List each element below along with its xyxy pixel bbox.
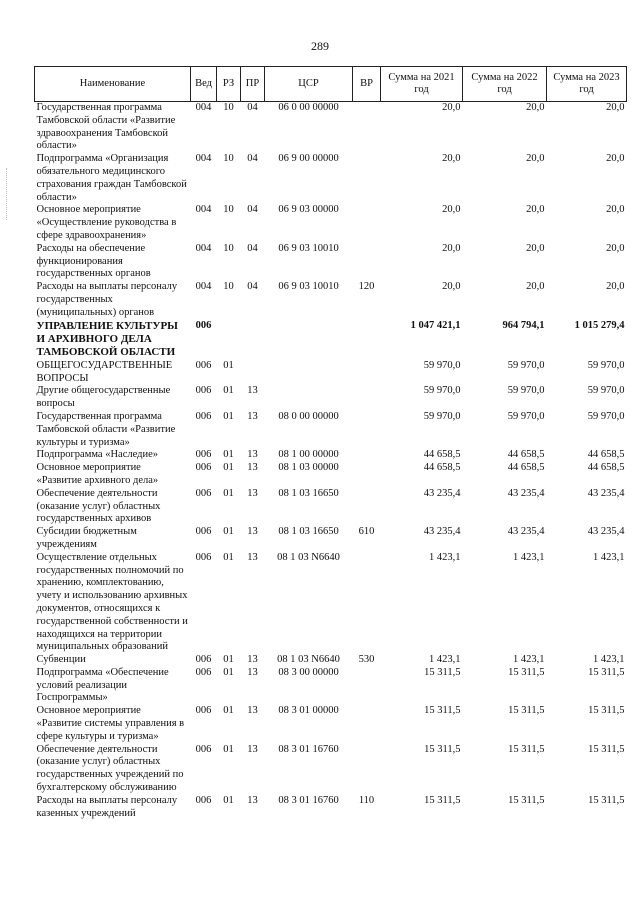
cell-sum-2023: 1 423,1	[593, 654, 625, 666]
header-sum-2022: Сумма на 2022 год	[463, 67, 547, 102]
cell-ved: 006	[195, 319, 212, 331]
cell-pr: 13	[247, 743, 258, 755]
cell-sum-2021: 44 658,5	[423, 462, 461, 474]
cell-sum-2023: 20,0	[606, 281, 625, 293]
cell-rz: 01	[223, 385, 234, 397]
cell-vr	[353, 667, 381, 705]
cell-vr	[353, 204, 381, 242]
table-row	[35, 320, 627, 360]
cell-ved: 006	[195, 385, 212, 397]
cell-sum-2022: 15 311,5	[508, 666, 545, 678]
cell-rz: 10	[223, 281, 234, 293]
header-vr: ВР	[353, 67, 381, 102]
cell-sum-2023: 15 311,5	[588, 743, 625, 755]
cell-rz: 10	[217, 102, 241, 154]
cell-vr	[353, 385, 381, 411]
cell-sum-2023: 59 970,0	[587, 385, 625, 397]
cell-sum-2021: 20,0	[442, 153, 461, 165]
table-row	[35, 153, 627, 204]
cell-pr: 13	[247, 666, 258, 678]
cell-sum-2021: 59 970,0	[423, 359, 461, 371]
cell-sum-2023: 20,0	[606, 153, 625, 165]
header-sum-2021: Сумма на 2021 год	[381, 67, 463, 102]
page-number: 289	[311, 39, 329, 53]
cell-sum-2022: 20,0	[526, 242, 545, 254]
cell-sum-2023: 15 311,5	[588, 794, 625, 806]
cell-ved: 006	[195, 743, 212, 755]
cell-pr: 13	[247, 654, 258, 666]
cell-sum-2023: 1 423,1	[593, 551, 625, 563]
cell-sum-2021: 20,0	[381, 102, 463, 154]
table-row	[35, 102, 627, 154]
cell-ved: 006	[195, 654, 212, 666]
cell-sum-2022: 20,0	[463, 102, 547, 154]
cell-sum-2022: 15 311,5	[508, 705, 545, 717]
cell-sum-2023: 59 970,0	[587, 410, 625, 422]
cell-sum-2023: 20,0	[606, 204, 625, 216]
cell-sum-2022: 20,0	[526, 204, 545, 216]
cell-name: Подпрограмма «Наследие»	[36, 449, 158, 461]
cell-sum-2022: 964 794,1	[502, 319, 545, 331]
cell-pr	[241, 360, 265, 386]
table-row	[35, 385, 627, 411]
cell-ved: 004	[191, 102, 217, 154]
cell-name: Основное мероприятие «Развитие архивного дела»	[36, 462, 159, 486]
cell-rz: 01	[223, 654, 234, 666]
cell-pr	[241, 320, 265, 360]
table-row	[35, 281, 627, 319]
cell-rz: 10	[223, 204, 234, 216]
cell-pr: 04	[247, 153, 258, 165]
cell-vr: 120	[358, 281, 375, 293]
cell-sum-2021: 20,0	[442, 242, 461, 254]
cell-pr: 13	[247, 462, 258, 474]
cell-rz: 01	[223, 487, 234, 499]
cell-vr: 610	[358, 526, 375, 538]
cell-sum-2022: 59 970,0	[507, 410, 545, 422]
cell-rz: 10	[223, 153, 234, 165]
cell-ved: 006	[195, 666, 212, 678]
cell-sum-2021: 1 423,1	[429, 654, 461, 666]
cell-csr: 06 0 00 00000	[265, 102, 353, 154]
cell-vr	[353, 360, 381, 386]
header-csr: ЦСР	[265, 67, 353, 102]
cell-pr: 13	[247, 705, 258, 717]
cell-csr: 08 3 00 00000	[278, 666, 339, 678]
table-body	[35, 102, 627, 821]
table-row	[35, 243, 627, 281]
cell-pr: 13	[247, 794, 258, 806]
cell-vr	[353, 243, 381, 281]
cell-rz: 01	[223, 462, 234, 474]
cell-sum-2021: 59 970,0	[423, 410, 461, 422]
cell-vr: 530	[358, 654, 375, 666]
cell-csr	[265, 385, 353, 411]
cell-rz	[217, 320, 241, 360]
cell-pr: 04	[241, 102, 265, 154]
cell-sum-2021: 1 423,1	[429, 551, 461, 563]
header-name: Наименование	[35, 67, 191, 102]
table-row	[35, 462, 627, 488]
cell-rz: 01	[223, 551, 234, 563]
cell-sum-2023: 43 235,4	[587, 487, 625, 499]
cell-pr: 13	[247, 385, 258, 397]
table-row	[35, 705, 627, 743]
cell-name: Государственная программа Тамбовской области «Развитие здравоохранения Тамбовской области»	[35, 102, 191, 154]
cell-sum-2022: 44 658,5	[507, 449, 545, 461]
cell-sum-2021: 15 311,5	[424, 705, 461, 717]
cell-sum-2023: 20,0	[606, 242, 625, 254]
cell-rz: 01	[223, 359, 234, 371]
header-pr: ПР	[241, 67, 265, 102]
cell-vr	[353, 744, 381, 795]
table-row	[35, 449, 627, 462]
cell-csr	[265, 360, 353, 386]
cell-sum-2021: 44 658,5	[423, 449, 461, 461]
margin-mark	[6, 168, 8, 220]
cell-pr: 13	[247, 551, 258, 563]
cell-vr	[353, 102, 381, 154]
cell-vr	[353, 462, 381, 488]
cell-name: Подпрограмма «Организация обязательного медицинского страхования граждан Тамбовской области»	[36, 153, 187, 203]
cell-sum-2021: 43 235,4	[423, 526, 461, 538]
table-row	[35, 552, 627, 654]
cell-name: Расходы на обеспечение функционирования государственных органов	[36, 242, 151, 280]
cell-sum-2021: 15 311,5	[424, 666, 461, 678]
cell-sum-2023: 44 658,5	[587, 449, 625, 461]
cell-name: УПРАВЛЕНИЕ КУЛЬТУРЫ И АРХИВНОГО ДЕЛА ТАМБОВСКОЙ ОБЛАСТИ	[36, 319, 178, 359]
cell-vr: 110	[358, 794, 375, 806]
cell-sum-2021: 15 311,5	[424, 794, 461, 806]
cell-ved: 006	[195, 410, 212, 422]
header-sum-2023: Сумма на 2023 год	[547, 67, 627, 102]
cell-name: Расходы на выплаты персоналу государственных (муниципальных) органов	[36, 281, 178, 318]
table-row	[35, 488, 627, 526]
cell-csr: 08 1 03 N6640	[277, 551, 340, 563]
cell-vr	[353, 449, 381, 462]
cell-vr	[353, 320, 381, 360]
cell-sum-2022: 20,0	[526, 281, 545, 293]
cell-ved: 006	[195, 705, 212, 717]
header-rz: РЗ	[217, 67, 241, 102]
table-row	[35, 526, 627, 552]
cell-pr: 13	[247, 526, 258, 538]
table-row	[35, 654, 627, 667]
cell-rz: 01	[223, 449, 234, 461]
cell-sum-2022: 15 311,5	[508, 794, 545, 806]
cell-ved: 006	[195, 526, 212, 538]
cell-ved: 006	[195, 462, 212, 474]
cell-rz: 01	[223, 666, 234, 678]
cell-ved: 004	[195, 242, 212, 254]
budget-table	[34, 66, 627, 820]
cell-name: Осуществление отдельных государственных полномочий по хранению, комплектованию, учету и использованию архивных документов, относящихся к государственной собственности и находящихся на территории муниципальных образований	[36, 551, 188, 653]
table-row	[35, 411, 627, 449]
cell-sum-2023: 15 311,5	[588, 705, 625, 717]
cell-csr: 06 9 00 00000	[278, 153, 339, 165]
cell-sum-2022: 1 423,1	[513, 551, 545, 563]
cell-pr: 04	[247, 281, 258, 293]
header-ved: Вед	[191, 67, 217, 102]
cell-csr: 08 1 00 00000	[278, 449, 339, 461]
cell-csr: 08 1 03 16650	[278, 526, 339, 538]
cell-name: Основное мероприятие «Осуществление руководства в сфере здравоохранения»	[36, 204, 177, 241]
cell-vr	[353, 705, 381, 743]
cell-rz: 10	[223, 242, 234, 254]
cell-rz: 01	[223, 743, 234, 755]
cell-ved: 004	[195, 153, 212, 165]
cell-sum-2023: 43 235,4	[587, 526, 625, 538]
cell-ved: 004	[195, 204, 212, 216]
cell-ved: 006	[195, 551, 212, 563]
table-row	[35, 667, 627, 705]
cell-sum-2023: 15 311,5	[588, 666, 625, 678]
cell-ved: 006	[195, 487, 212, 499]
cell-rz: 01	[223, 526, 234, 538]
cell-sum-2022: 44 658,5	[507, 462, 545, 474]
cell-name: Государственная программа Тамбовской области «Развитие культуры и туризма»	[36, 410, 176, 448]
table-row	[35, 744, 627, 795]
cell-name: Обеспечение деятельности (оказание услуг) областных государственных учреждений по бухгалтерскому обслуживанию	[36, 743, 184, 794]
cell-csr: 08 1 03 16650	[278, 487, 339, 499]
cell-ved: 006	[195, 794, 212, 806]
cell-ved: 004	[195, 281, 212, 293]
cell-sum-2021: 43 235,4	[423, 487, 461, 499]
cell-ved: 006	[195, 449, 212, 461]
cell-vr	[353, 488, 381, 526]
cell-sum-2021: 1 047 421,1	[410, 319, 461, 331]
cell-name: Субвенции	[36, 654, 86, 666]
cell-sum-2021: 59 970,0	[423, 385, 461, 397]
cell-vr	[353, 411, 381, 449]
table-row	[35, 204, 627, 242]
cell-rz: 01	[223, 705, 234, 717]
cell-csr: 08 3 01 00000	[278, 705, 339, 717]
cell-rz: 01	[223, 794, 234, 806]
cell-name: Расходы на выплаты персоналу казенных учреждений	[36, 794, 178, 819]
cell-sum-2022: 43 235,4	[507, 487, 545, 499]
cell-sum-2022: 1 423,1	[513, 654, 545, 666]
cell-pr: 04	[247, 242, 258, 254]
cell-pr: 04	[247, 204, 258, 216]
cell-pr: 13	[247, 410, 258, 422]
cell-name: Подпрограмма «Обеспечение условий реализации Госпрограммы»	[36, 666, 169, 704]
cell-name: Субсидии бюджетным учреждениям	[36, 526, 137, 550]
cell-csr: 08 1 03 00000	[278, 462, 339, 474]
cell-csr	[265, 320, 353, 360]
cell-csr: 06 9 03 10010	[278, 242, 339, 254]
cell-sum-2021: 15 311,5	[424, 743, 461, 755]
cell-sum-2022: 59 970,0	[507, 359, 545, 371]
cell-sum-2023: 44 658,5	[587, 462, 625, 474]
cell-sum-2022: 43 235,4	[507, 526, 545, 538]
cell-pr: 13	[247, 449, 258, 461]
cell-csr: 08 0 00 00000	[278, 410, 339, 422]
cell-rz: 01	[223, 410, 234, 422]
cell-sum-2023: 1 015 279,4	[574, 319, 625, 331]
cell-name: Основное мероприятие «Развитие системы управления в сфере культуры и туризма»	[36, 705, 185, 742]
cell-sum-2021: 20,0	[442, 281, 461, 293]
cell-ved: 006	[195, 359, 212, 371]
table-row	[35, 795, 627, 821]
cell-sum-2023: 59 970,0	[587, 359, 625, 371]
cell-csr: 08 3 01 16760	[278, 743, 339, 755]
cell-sum-2022: 15 311,5	[508, 743, 545, 755]
cell-pr: 13	[247, 487, 258, 499]
cell-csr: 06 9 03 10010	[278, 281, 339, 293]
table-header	[35, 67, 627, 102]
cell-name: Другие общегосударственные вопросы	[36, 385, 171, 410]
cell-vr	[353, 552, 381, 654]
cell-sum-2022: 20,0	[526, 153, 545, 165]
cell-sum-2022: 59 970,0	[507, 385, 545, 397]
cell-sum-2023: 20,0	[547, 102, 627, 154]
cell-csr: 08 3 01 16760	[278, 794, 339, 806]
cell-name: ОБЩЕГОСУДАРСТВЕННЫЕ ВОПРОСЫ	[36, 359, 173, 384]
cell-sum-2021: 20,0	[442, 204, 461, 216]
cell-csr: 06 9 03 00000	[278, 204, 339, 216]
cell-csr: 08 1 03 N6640	[277, 654, 340, 666]
table-row	[35, 360, 627, 386]
cell-name: Обеспечение деятельности (оказание услуг) областных государственных архивов	[36, 487, 161, 525]
cell-vr	[353, 153, 381, 204]
